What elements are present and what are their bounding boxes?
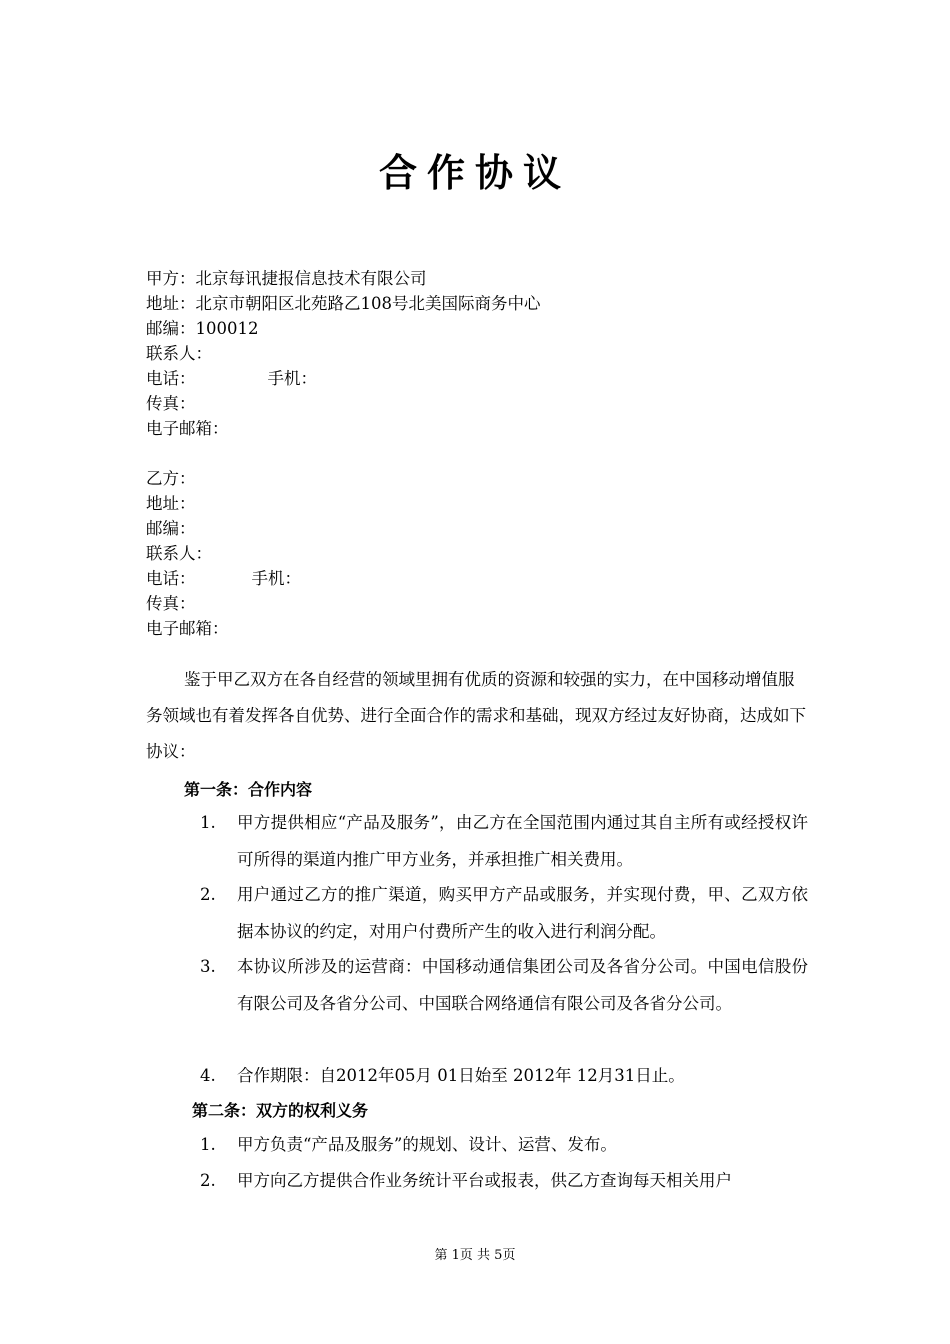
article-2-heading: 第二条：双方的权利义务 [192, 1101, 369, 1120]
party-b-block [146, 466, 301, 641]
item-text: 合作期限：自2012年05月 01日始至 2012年 12月31日止。 [237, 1066, 685, 1085]
party-b-address: 地址： [146, 494, 196, 513]
item-number: 4. [200, 1066, 216, 1085]
party-b-fax: 传真： [146, 594, 196, 613]
item-number: 2. [200, 885, 216, 904]
party-b-postcode: 邮编： [146, 519, 196, 538]
party-a-block [146, 266, 541, 441]
document-title: 合作协议 [378, 151, 571, 195]
item-number: 1. [200, 813, 216, 832]
party-b-mobile: 手机： [251, 569, 301, 588]
intro-paragraph: 鉴于甲乙双方在各自经营的领域里拥有优质的资源和较强的实力，在中国移动增值服务领域也有着发挥各自优势、进行全面合作的需求和基础，现双方经过友好协商，达成如下协议： [146, 670, 806, 761]
party-b-contact: 联系人： [146, 544, 212, 563]
party-a-email: 电子邮箱： [146, 419, 229, 438]
item-text: 本协议所涉及的运营商：中国移动通信集团公司及各省分公司。中国电信股份有限公司及各省分公司、中国联合网络通信有限公司及各省分公司。 [237, 957, 808, 1013]
party-a-phone: 电话： [146, 369, 196, 388]
party-b-phone-line [146, 566, 301, 591]
item-text: 用户通过乙方的推广渠道，购买甲方产品或服务，并实现付费，甲、乙双方依据本协议的约定，对用户付费所产生的收入进行利润分配。 [237, 885, 808, 941]
party-a-postcode: 邮编：100012 [146, 319, 259, 338]
article-1-item [200, 876, 808, 950]
party-b-phone: 电话： [146, 569, 196, 588]
article-1-item [200, 804, 808, 878]
item-text: 甲方向乙方提供合作业务统计平台或报表，供乙方查询每天相关用户 [237, 1171, 732, 1190]
article-2-item [200, 1126, 808, 1163]
party-a-phone-line [146, 366, 541, 391]
article-1-item [200, 1057, 808, 1094]
article-1-item [200, 948, 808, 1022]
item-number: 3. [200, 957, 216, 976]
item-number: 1. [200, 1135, 216, 1154]
party-a-fax: 传真： [146, 394, 196, 413]
party-a-name: 甲方：北京每讯捷报信息技术有限公司 [146, 269, 427, 288]
article-1-heading: 第一条：合作内容 [184, 780, 313, 799]
item-number: 2. [200, 1171, 216, 1190]
party-a-address: 地址：北京市朝阳区北苑路乙108号北美国际商务中心 [146, 294, 541, 313]
party-a-contact: 联系人： [146, 344, 212, 363]
item-text: 甲方负责“产品及服务”的规划、设计、运营、发布。 [237, 1135, 617, 1154]
article-2-item [200, 1162, 808, 1199]
item-text: 甲方提供相应“产品及服务”，由乙方在全国范围内通过其自主所有或经授权许可所得的渠道内推广甲方业务，并承担推广相关费用。 [237, 813, 808, 869]
page-footer: 第 1页 共 5页 [434, 1248, 516, 1263]
party-b-email: 电子邮箱： [146, 619, 229, 638]
party-b-name: 乙方： [146, 469, 196, 488]
party-a-mobile: 手机： [267, 369, 317, 388]
